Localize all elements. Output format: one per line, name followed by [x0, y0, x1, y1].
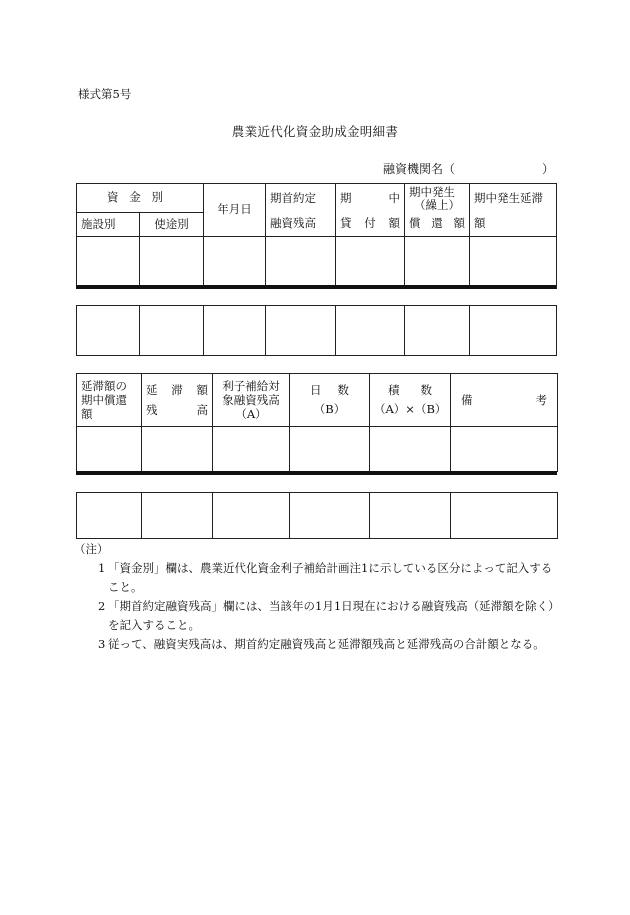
notes-section — [74, 540, 558, 654]
table2-double-rule — [76, 471, 557, 475]
header-mid-2: 貸 付 額 — [336, 212, 405, 236]
header-facility: 施設別 — [77, 212, 140, 236]
table2-top — [76, 373, 558, 472]
header-arrears-repay: 延滞額の 期中償還 額 — [77, 374, 142, 427]
header-fund-type: 資 金 別 — [77, 184, 204, 213]
table1-total-row — [77, 306, 557, 356]
header-arrears-1: 期中発生延滞 — [470, 184, 557, 213]
table1-top — [76, 183, 557, 289]
table1-data-row — [77, 236, 557, 288]
table1-double-rule — [76, 285, 556, 289]
header-subsidy-balance: 利子補給対 象融資残高 （A） — [213, 374, 290, 427]
note-item: 1 「資金別」欄は、農業近代化資金利子補給計画注1に示している区分によって記入すること。 — [98, 561, 553, 594]
note-item: 3 従って、融資実残高は、期首約定融資残高と延滞額残高と延滞残高の合計額となる。 — [98, 637, 545, 651]
form-number: 様式第5号 — [78, 87, 132, 101]
notes-heading: （注） — [74, 542, 109, 556]
institution-label: 融資機関名（ — [383, 162, 456, 176]
header-remarks: 備 考 — [451, 374, 558, 427]
table2-bottom — [76, 492, 558, 539]
header-arrears-balance: 延 滞 額 残 高 — [142, 374, 213, 427]
header-product: 積 数 （A）×（B） — [370, 374, 451, 427]
table2-total-row — [77, 493, 558, 539]
header-days: 日 数 （B） — [290, 374, 370, 427]
document-title: 農業近代化資金助成金明細書 — [231, 124, 399, 139]
header-date: 年月日 — [204, 184, 266, 237]
header-opening-balance-1: 期首約定 — [266, 184, 336, 213]
header-arrears-2: 額 — [470, 212, 557, 236]
table1-bottom — [76, 305, 557, 356]
header-repay-1: 期中発生 （繰上） — [405, 184, 470, 213]
table2-data-row — [77, 427, 558, 472]
header-mid-1: 期 中 — [336, 184, 405, 213]
header-opening-balance-2: 融資残高 — [266, 212, 336, 236]
header-repay-2: 償 還 額 — [405, 212, 470, 236]
institution-close-paren: ） — [542, 162, 555, 176]
note-item: 2 「期首約定融資残高」欄には、当該年の1月1日現在における融資残高（延滞額を除く）を記入すること。 — [98, 599, 554, 632]
header-usage: 使途別 — [140, 212, 204, 236]
